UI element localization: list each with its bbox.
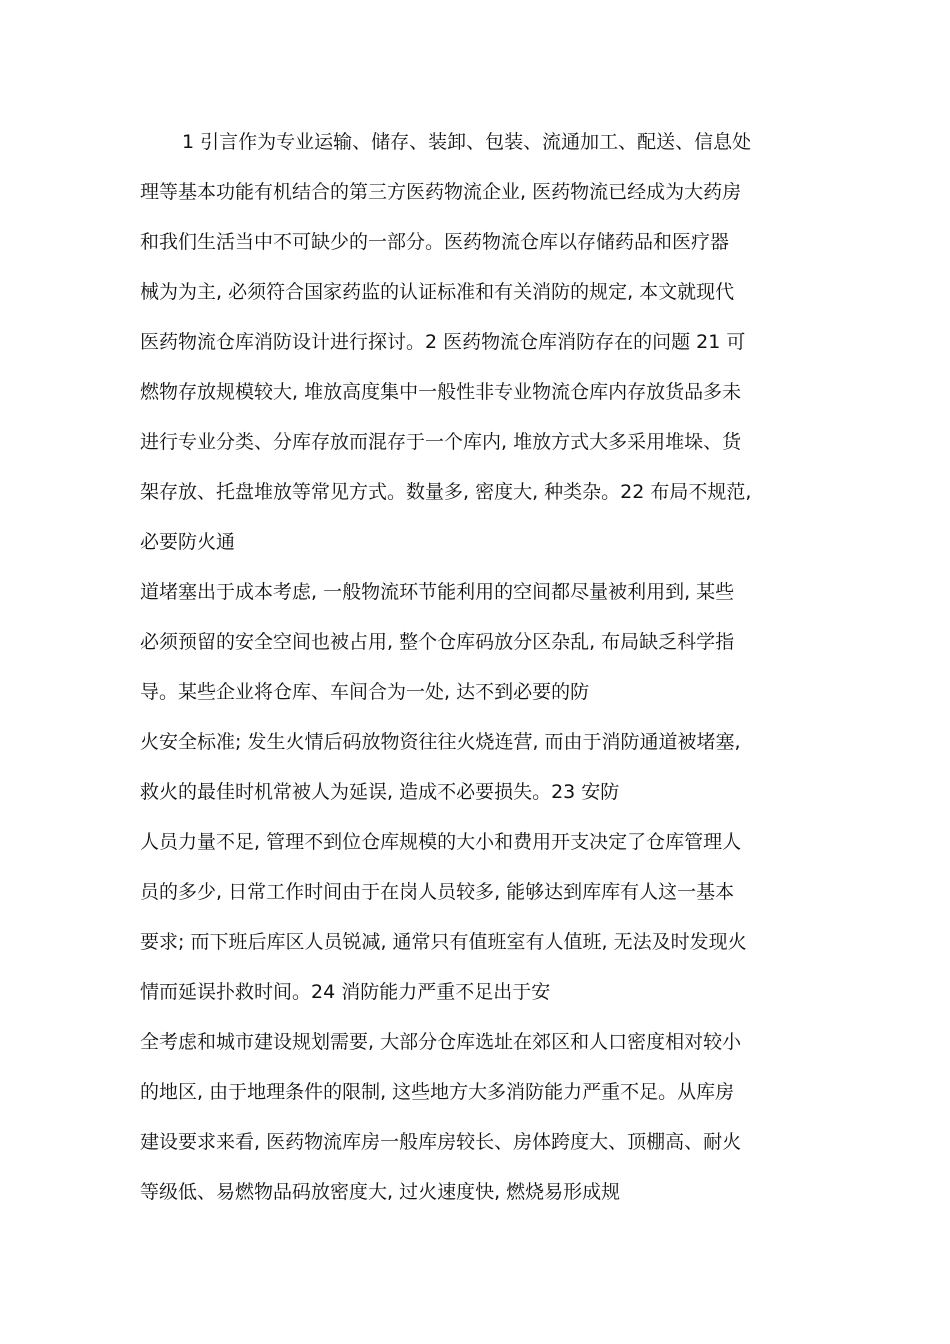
text-line: 的地区, 由于地理条件的限制, 这些地方大多消防能力严重不足。从库房 [140, 1081, 735, 1103]
text-line: 火安全标准; 发生火情后码放物资往往火烧连营, 而由于消防通道被堵塞, [140, 731, 741, 753]
document-page [140, 117, 830, 1217]
text-line: 进行专业分类、分库存放而混存于一个库内, 堆放方式大多采用堆垛、货 [140, 431, 742, 453]
text-line: 情而延误扑救时间。24 消防能力严重不足出于安 [140, 981, 551, 1003]
text-line: 1 引言作为专业运输、储存、装卸、包装、流通加工、配送、信息处 [182, 131, 752, 153]
text-line: 员的多少, 日常工作时间由于在岗人员较多, 能够达到库库有人这一基本 [140, 881, 735, 903]
text-line: 械为为主, 必须符合国家药监的认证标准和有关消防的规定, 本文就现代 [140, 281, 735, 303]
text-line: 和我们生活当中不可缺少的一部分。医药物流仓库以存储药品和医疗器 [140, 231, 730, 253]
text-line: 燃物存放规模较大, 堆放高度集中一般性非专业物流仓库内存放货品多未 [140, 381, 742, 403]
text-line: 架存放、托盘堆放等常见方式。数量多, 密度大, 种类杂。22 布局不规范, [140, 481, 752, 503]
text-line: 等级低、易燃物品码放密度大, 过火速度快, 燃烧易形成规 [140, 1181, 621, 1203]
text-line: 人员力量不足, 管理不到位仓库规模的大小和费用开支决定了仓库管理人 [140, 831, 742, 853]
text-line: 必要防火通 [140, 531, 236, 553]
text-line: 医药物流仓库消防设计进行探讨。2 医药物流仓库消防存在的问题 21 可 [140, 331, 746, 353]
text-line: 全考虑和城市建设规划需要, 大部分仓库选址在郊区和人口密度相对较小 [140, 1031, 742, 1053]
text-line: 救火的最佳时机常被人为延误, 造成不必要损失。23 安防 [140, 781, 620, 803]
text-line: 道堵塞出于成本考虑, 一般物流环节能利用的空间都尽量被利用到, 某些 [140, 581, 735, 603]
text-line: 要求; 而下班后库区人员锐减, 通常只有值班室有人值班, 无法及时发现火 [140, 931, 747, 953]
text-line: 理等基本功能有机结合的第三方医药物流企业, 医药物流已经成为大药房 [140, 181, 742, 203]
text-line: 导。某些企业将仓库、车间合为一处, 达不到必要的防 [140, 681, 590, 703]
text-line: 必须预留的安全空间也被占用, 整个仓库码放分区杂乱, 布局缺乏科学指 [140, 631, 735, 653]
text-line: 建设要求来看, 医药物流库房一般库房较长、房体跨度大、顶棚高、耐火 [140, 1131, 742, 1153]
